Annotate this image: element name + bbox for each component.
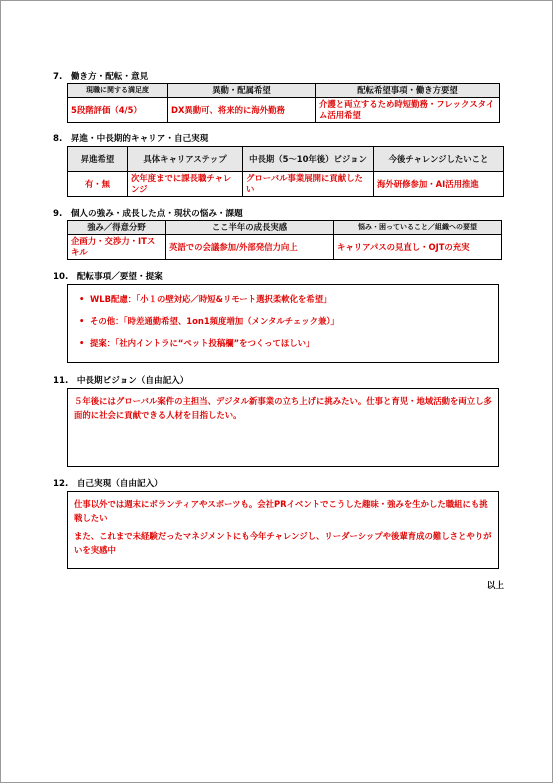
section-9-table — [67, 220, 502, 260]
header-growth: ここ半年の成長実感 — [166, 221, 334, 235]
section-7-value-row — [68, 98, 500, 123]
section-8-value-row — [68, 172, 504, 197]
section-8-header-row — [68, 147, 504, 172]
section-10-title: 10. 配転事項／要望・提案 — [53, 272, 163, 282]
header-vision: 中長期（5〜10年後）ビジョン — [243, 147, 374, 172]
header-satisfaction: 現職に関する満足度 — [68, 84, 168, 98]
section-7-title: 7. 働き方・配転・意見 — [53, 72, 149, 82]
cell-concerns: キャリアパスの見直し・OJTの充実 — [334, 235, 502, 260]
cell-challenge: 海外研修参加・AI活用推進 — [374, 172, 504, 197]
section-7-table — [67, 83, 500, 123]
request-text: その他：「時差通勤希望、1on1頻度増加（メンタルチェック兼）」 — [90, 316, 339, 326]
header-strengths: 強み／得意分野 — [68, 221, 166, 235]
cell-promotion: 有・無 — [68, 172, 128, 197]
request-text: WLB配慮：「小１の壁対応／時短&リモート選択柔軟化を希望」 — [90, 294, 332, 304]
header-workstyle-request: 配転希望事項・働き方要望 — [316, 84, 500, 98]
section-9-title: 9. 個人の強み・成長した点・現状の悩み・課題 — [53, 209, 243, 219]
list-item — [74, 338, 492, 349]
section-11-title: 11. 中長期ビジョン（自由記入） — [53, 376, 189, 386]
cell-transfer-wish: DX異動可、将来的に海外勤務 — [168, 98, 316, 123]
section-10-box — [67, 284, 499, 363]
header-concerns: 悩み・困っていること／組織への要望 — [334, 221, 502, 235]
header-challenge: 今後チャレンジしたいこと — [374, 147, 504, 172]
section-12-title: 12. 自己実現（自由記入） — [53, 479, 163, 489]
cell-strengths: 企画力・交渉力・ITスキル — [68, 235, 166, 260]
section-9-header-row — [68, 221, 502, 235]
list-item — [74, 316, 492, 327]
self-realization-paragraph-2: また、これまで未経験だったマネジメントにも今年チャレンジし、リーダーシップや後輩育成の難しさとやりがいを実感中 — [74, 531, 492, 555]
cell-satisfaction: 5段階評価（4/5） — [68, 98, 168, 123]
header-promotion: 昇進希望 — [68, 147, 128, 172]
section-11-box — [67, 388, 499, 467]
request-list — [74, 294, 492, 349]
section-8-title: 8. 昇進・中長期的キャリア・自己実現 — [53, 134, 209, 144]
bullet-icon: • — [79, 316, 85, 326]
request-text: 提案：「社内イントラに“ペット投稿欄”をつくってほしい」 — [90, 338, 315, 348]
header-transfer-wish: 異動・配属希望 — [168, 84, 316, 98]
cell-workstyle-request: 介護と両立するため時短勤務・フレックスタイム活用希望 — [316, 98, 500, 123]
bullet-icon: • — [79, 294, 85, 304]
cell-growth: 英語での会議参加/外部発信力向上 — [166, 235, 334, 260]
list-item — [74, 294, 492, 305]
vision-text: ５年後にはグローバル案件の主担当、デジタル新事業の立ち上げに挑みたい。仕事と育児・地域活動を両立し多面的に社会に貢献できる人材を目指したい。 — [74, 396, 492, 420]
cell-vision: グローバル事業展開に貢献したい — [243, 172, 374, 197]
section-12-box — [67, 491, 499, 569]
bullet-icon: • — [79, 338, 85, 348]
self-realization-paragraph-1: 仕事以外では週末にボランティアやスポーツも。会社PRイベントでこうした趣味・強みを生かした職組にも挑戦したい — [74, 499, 488, 523]
section-7-header-row — [68, 84, 500, 98]
closing-mark: 以上 — [486, 581, 504, 591]
cell-career-step: 次年度までに課長職チャレンジ — [128, 172, 243, 197]
header-career-step: 具体キャリアステップ — [128, 147, 243, 172]
section-8-table — [67, 146, 504, 197]
section-9-value-row — [68, 235, 502, 260]
